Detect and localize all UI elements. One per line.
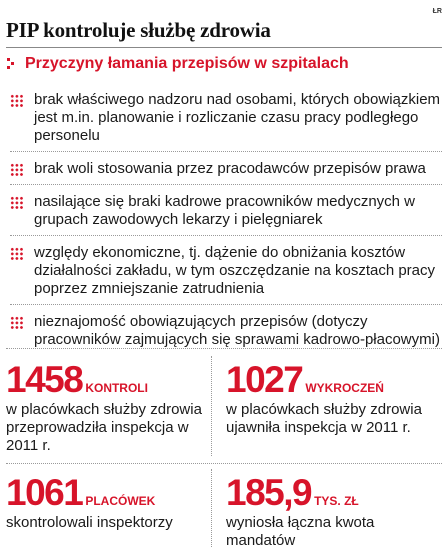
stats-divider (6, 348, 442, 349)
stat-unit: TYS. ZŁ (314, 494, 359, 508)
dot-grid-icon (10, 316, 24, 330)
author-credit: ŁR (432, 8, 442, 15)
stat-description: wyniosła łączna kwota mandatów (226, 514, 375, 549)
reason-text: brak właściwego nadzoru nad osobami, których obowiązkiem jest m.in. planowanie i rozliczanie czasu pracy podległego personelu (34, 91, 441, 144)
list-item (10, 190, 442, 236)
list-item (10, 241, 442, 305)
page-title: PIP kontroluje służbę zdrowia (6, 18, 271, 42)
stats-row-divider (6, 463, 442, 464)
list-item (10, 157, 442, 185)
dot-grid-icon (10, 196, 24, 210)
list-item (10, 88, 442, 152)
reason-text: nieznajomość obowiązujących przepisów (dotyczy pracowników zajmujących się sprawami kadrowo-płacowymi) (34, 313, 440, 348)
dot-grid-icon (10, 247, 24, 261)
title-divider (6, 47, 442, 48)
stat-fines (226, 474, 431, 550)
stat-value: 185,9 (226, 472, 312, 513)
reason-text: nasilające się braki kadrowe pracowników medycznych w grupach zawodowych lekarzy i pielęgniarek (34, 193, 415, 228)
stat-description: skontrolowali inspektorzy (6, 514, 173, 531)
reason-text: brak woli stosowania przez pracodawców przepisów prawa (34, 160, 426, 177)
stat-description: w placówkach służby zdrowia ujawniła inspekcja w 2011 r. (226, 401, 422, 436)
dot-grid-icon (10, 94, 24, 108)
stat-unit: KONTROLI (85, 381, 148, 395)
stat-facilities (6, 474, 211, 532)
stat-violations (226, 361, 431, 437)
stat-unit: WYKROCZEŃ (305, 381, 384, 395)
stats-column-divider (211, 356, 212, 456)
reason-text: względy ekonomiczne, tj. dążenie do obniżania kosztów działalności zakładu, w tym oszczędzanie na kosztach pracy poprzez zmniejszanie zatrudnienia (34, 244, 436, 297)
subtitle-text: Przyczyny łamania przepisów w szpitalach (25, 55, 349, 72)
dot-grid-icon (10, 163, 24, 177)
stat-inspections (6, 361, 211, 455)
stat-value: 1458 (6, 359, 83, 400)
stat-description: w placówkach służby zdrowia przeprowadziła inspekcja w 2011 r. (6, 401, 202, 454)
reasons-list (10, 88, 442, 360)
stat-value: 1061 (6, 472, 83, 513)
stat-unit: PLACÓWEK (85, 494, 156, 508)
section-subtitle (6, 55, 349, 73)
stats-column-divider (211, 469, 212, 547)
dotted-chevron-icon (6, 57, 18, 71)
stat-value: 1027 (226, 359, 303, 400)
